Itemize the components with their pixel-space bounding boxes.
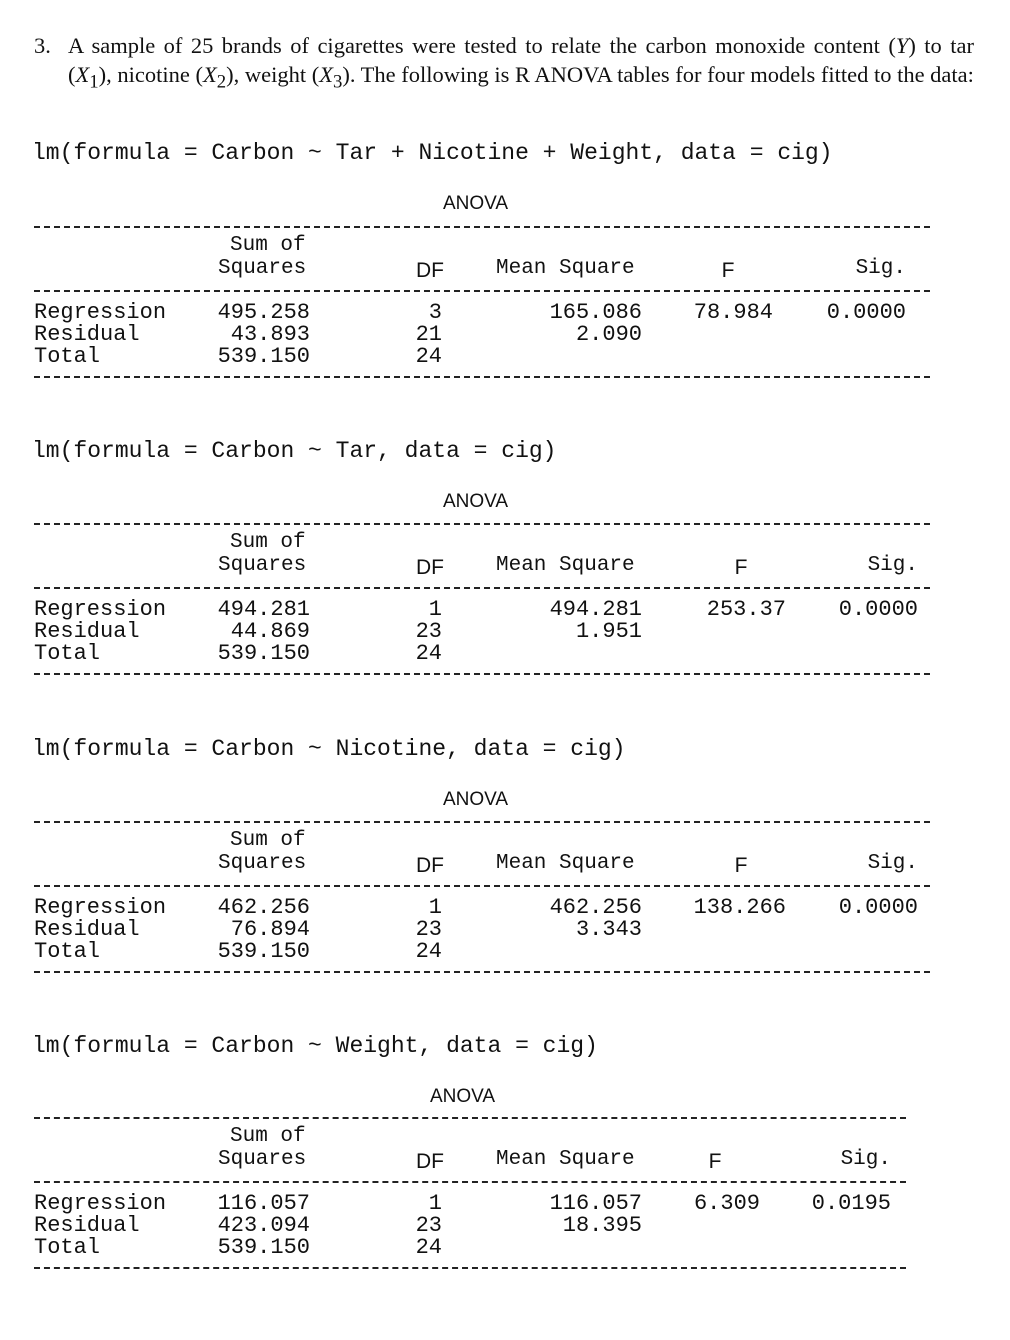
question-number: 3.: [34, 33, 51, 58]
anova-title: ANOVA: [443, 193, 509, 214]
header-sum-of: Sum of: [230, 829, 306, 852]
row-label: Total: [34, 344, 101, 369]
f-value: 138.266: [693, 895, 786, 920]
dashed-rule: [34, 1181, 906, 1183]
header-sum-of: Sum of: [230, 1125, 306, 1148]
question: [34, 32, 974, 97]
row-label: Total: [34, 1235, 101, 1260]
row-label: Total: [34, 939, 101, 964]
ss-value: 495.258: [217, 300, 310, 325]
header-sig: Sig.: [867, 852, 918, 875]
ss-value: 423.094: [217, 1213, 310, 1238]
row-label: Regression: [34, 1191, 167, 1216]
ms-value: 1.951: [575, 619, 642, 644]
header-squares: Squares: [218, 554, 307, 577]
dashed-rule: [34, 226, 930, 228]
ms-value: 165.086: [549, 300, 642, 325]
ms-value: 116.057: [549, 1191, 642, 1216]
model-formula: lm(formula = Carbon ~ Tar + Nicotine + Weight, data = cig): [32, 140, 833, 166]
df-value: 23: [415, 917, 442, 942]
model-formula: lm(formula = Carbon ~ Tar, data = cig): [32, 438, 557, 464]
dashed-rule: [34, 290, 930, 292]
sig-value: 0.0195: [811, 1191, 891, 1216]
ss-value: 539.150: [217, 344, 310, 369]
df-value: 1: [428, 895, 442, 920]
df-value: 24: [415, 939, 442, 964]
dashed-rule: [34, 1267, 906, 1269]
ms-value: 3.343: [575, 917, 642, 942]
sig-value: 0.0000: [838, 895, 918, 920]
f-value: 78.984: [693, 300, 773, 325]
df-value: 21: [415, 322, 442, 347]
ms-value: 2.090: [575, 322, 642, 347]
row-label: Residual: [34, 619, 140, 644]
header-squares: Squares: [218, 1148, 307, 1171]
header-squares: Squares: [218, 852, 307, 875]
f-value: 253.37: [706, 597, 786, 622]
header-sum-of: Sum of: [230, 531, 306, 554]
df-value: 1: [428, 1191, 442, 1216]
ss-value: 539.150: [217, 939, 310, 964]
df-value: 24: [415, 344, 442, 369]
df-value: 24: [415, 1235, 442, 1260]
dashed-rule: [34, 885, 930, 887]
header-sig: Sig.: [855, 257, 906, 280]
df-value: 1: [428, 597, 442, 622]
dashed-rule: [34, 376, 930, 378]
row-label: Total: [34, 641, 101, 666]
row-label: Residual: [34, 1213, 140, 1238]
row-label: Residual: [34, 322, 140, 347]
header-f: F: [708, 1150, 722, 1173]
ss-value: 539.150: [217, 1235, 310, 1260]
ss-value: 116.057: [217, 1191, 310, 1216]
ss-value: 462.256: [217, 895, 310, 920]
model-formula: lm(formula = Carbon ~ Weight, data = cig): [32, 1033, 598, 1059]
ms-value: 462.256: [549, 895, 642, 920]
df-value: 23: [415, 619, 442, 644]
header-f: F: [734, 556, 748, 579]
header-df: DF: [416, 854, 444, 877]
row-label: Regression: [34, 895, 167, 920]
sig-value: 0.0000: [826, 300, 906, 325]
row-label: Regression: [34, 597, 167, 622]
header-mean-square: Mean Square: [496, 1148, 635, 1171]
header-f: F: [734, 854, 748, 877]
header-mean-square: Mean Square: [496, 554, 635, 577]
df-value: 3: [428, 300, 442, 325]
anova-title: ANOVA: [443, 789, 509, 810]
row-label: Residual: [34, 917, 140, 942]
question-text: A sample of 25 brands of cigarettes were tested to relate the carbon monoxide content (Y) to tar $(X_1)$, nicotine $(X_2)$, weight $(X_3)$. The following is R ANOVA tables for four models fitted to the data:: [68, 33, 974, 92]
ss-value: 43.893: [230, 322, 310, 347]
ss-value: 539.150: [217, 641, 310, 666]
dashed-rule: [34, 587, 930, 589]
ms-value: 18.395: [562, 1213, 642, 1238]
anova-title: ANOVA: [430, 1086, 496, 1107]
model-formula: lm(formula = Carbon ~ Nicotine, data = cig): [32, 736, 626, 762]
dashed-rule: [34, 1117, 906, 1119]
f-value: 6.309: [693, 1191, 760, 1216]
header-mean-square: Mean Square: [496, 257, 635, 280]
dashed-rule: [34, 821, 930, 823]
ss-value: 494.281: [217, 597, 310, 622]
ss-value: 76.894: [230, 917, 310, 942]
header-sum-of: Sum of: [230, 234, 306, 257]
header-sig: Sig.: [867, 554, 918, 577]
ms-value: 494.281: [549, 597, 642, 622]
row-label: Regression: [34, 300, 167, 325]
sig-value: 0.0000: [838, 597, 918, 622]
header-df: DF: [416, 556, 444, 579]
header-sig: Sig.: [840, 1148, 891, 1171]
anova-title: ANOVA: [443, 491, 509, 512]
header-df: DF: [416, 1150, 444, 1173]
dashed-rule: [34, 971, 930, 973]
df-value: 24: [415, 641, 442, 666]
header-mean-square: Mean Square: [496, 852, 635, 875]
ss-value: 44.869: [230, 619, 310, 644]
dashed-rule: [34, 523, 930, 525]
df-value: 23: [415, 1213, 442, 1238]
header-f: F: [721, 259, 735, 282]
header-squares: Squares: [218, 257, 307, 280]
dashed-rule: [34, 673, 930, 675]
header-df: DF: [416, 259, 444, 282]
